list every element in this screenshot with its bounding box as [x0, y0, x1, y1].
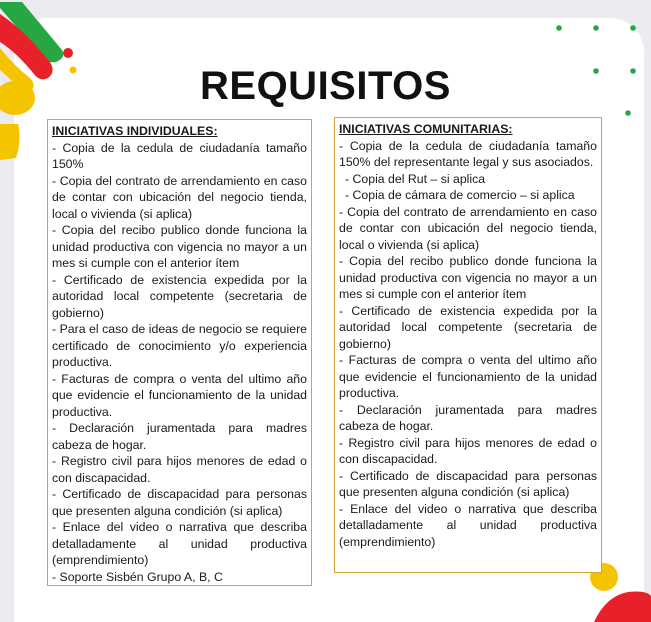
yellow-left-bar	[0, 124, 20, 160]
list-item: - Certificado de discapacidad para personas que presenten alguna condición (si aplica)	[339, 468, 597, 499]
list-item: - Facturas de compra o venta del ultimo año que evidencie el funcionamiento de la unidad productiva.	[52, 371, 307, 419]
list-item: - Declaración juramentada para madres cabeza de hogar.	[52, 421, 307, 452]
list-item: - Registro civil para hijos menores de edad o con discapacidad.	[52, 454, 307, 485]
green-dot-shape	[593, 25, 599, 31]
list-item: - Certificado de existencia expedida por la autoridad local competente (secretaria de gobierno)	[52, 272, 307, 320]
individual-requirements-box	[47, 119, 312, 586]
green-dot-shape	[630, 25, 636, 31]
page-title: REQUISITOS	[200, 64, 451, 108]
red-bottom-shape	[594, 592, 651, 622]
list-item: - Copia del recibo publico donde funciona la unidad productiva con vigencia no mayor a un mes si cumple con el anterior ítem	[52, 223, 307, 270]
list-item: - Copia de la cedula de ciudadanía tamaño 150%	[52, 140, 307, 171]
list-item: - Certificado de discapacidad para personas que presenten alguna condición (si aplica)	[52, 487, 307, 518]
list-item: - Facturas de compra o venta del ultimo año que evidencie el funcionamiento de la unidad productiva.	[339, 353, 597, 400]
list-item: - Soporte Sisbén Grupo A, B, C	[52, 569, 223, 584]
list-subitem: - Copia del Rut – si aplica	[345, 171, 486, 186]
community-heading: INICIATIVAS COMUNITARIAS:	[339, 122, 513, 136]
green-dot-shape	[556, 25, 562, 31]
list-item: - Copia del contrato de arrendamiento en caso de contar con ubicación del negocio tienda, local o vivienda (si aplica)	[339, 204, 597, 252]
list-item: - Enlace del video o narrativa que describa detalladamente al unidad productiva (emprendimiento)	[339, 501, 597, 549]
green-dot-shape	[625, 110, 631, 116]
list-item: - Para el caso de ideas de negocio se requiere certificado de conocimiento y/o experiencia productiva.	[52, 322, 307, 369]
red-dot-shape	[63, 48, 73, 58]
list-subitem: - Copia de cámara de comercio – si aplica	[345, 188, 575, 202]
list-item: - Enlace del video o narrativa que describa detalladamente al unidad productiva (emprendimiento)	[52, 520, 307, 567]
list-item: - Copia del recibo publico donde funciona la unidad productiva con vigencia no mayor a un mes si cumple con el anterior ítem	[339, 254, 597, 301]
individual-heading: INICIATIVAS INDIVIDUALES:	[52, 124, 218, 138]
list-item: - Copia del contrato de arrendamiento en caso de contar con ubicación del negocio tienda, local o vivienda (si aplica)	[52, 173, 307, 221]
list-item: - Registro civil para hijos menores de edad o con discapacidad.	[339, 435, 597, 466]
community-requirements-box	[334, 117, 602, 573]
list-item: - Certificado de existencia expedida por la autoridad local competente (secretaria de gobierno)	[339, 303, 597, 351]
list-item: - Copia de la cedula de ciudadanía tamaño 150% del representante legal y sus asociados.	[339, 138, 597, 169]
list-item: - Declaración juramentada para madres cabeza de hogar.	[339, 402, 597, 433]
